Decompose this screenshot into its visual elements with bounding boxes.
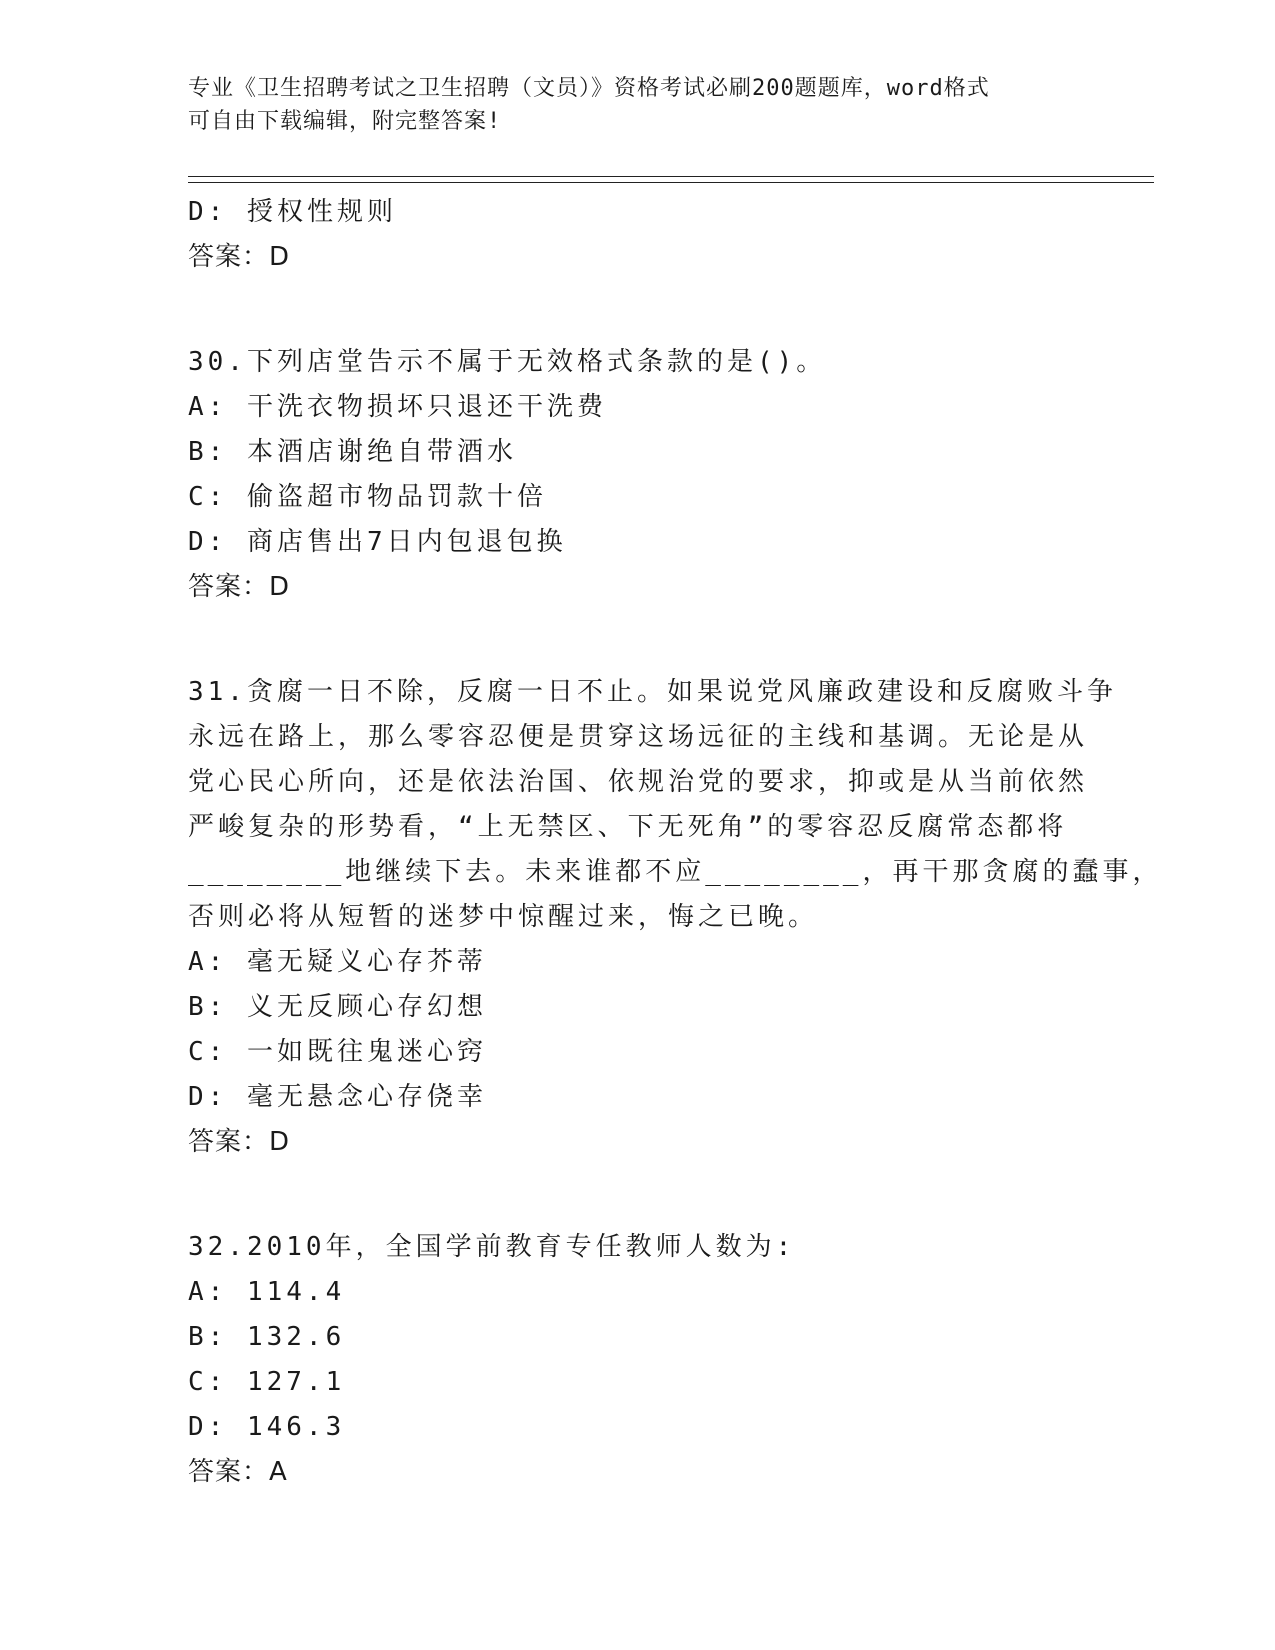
document-header [188,72,1088,138]
option-a: A: 114.4 [188,1277,346,1307]
option-c: C: 一如既往鬼迷心窍 [188,1037,487,1067]
option-b: B: 义无反顾心存幻想 [188,992,487,1022]
question-stem-line: 党心民心所向，还是依法治国、依规治党的要求，抑或是从当前依然 [188,767,1089,797]
question-stem-line: 永远在路上，那么零容忍便是贯穿这场远征的主线和基调。无论是从 [188,722,1089,752]
answer-line: 答案：D [188,1127,291,1157]
header-line-2: 可自由下载编辑，附完整答案! [188,109,502,134]
header-divider-bottom [188,182,1154,183]
question-stem: 30.下列店堂告示不属于无效格式条款的是()。 [188,347,827,377]
option-a: A: 干洗衣物损坏只退还干洗费 [188,392,607,422]
question-list [188,190,1163,1495]
option-d: D: 毫无悬念心存侥幸 [188,1082,487,1112]
question-30 [188,340,1088,610]
question-stem-line: 否则必将从短暂的迷梦中惊醒过来，悔之已晚。 [188,902,819,932]
option-b: B: 132.6 [188,1322,346,1352]
header-line-1: 专业《卫生招聘考试之卫生招聘（文员）》资格考试必刷200题题库，word格式 [188,76,990,101]
question-29-fragment [188,190,1088,280]
question-31 [188,670,1163,1165]
option-c: C: 偷盗超市物品罚款十倍 [188,482,547,512]
option-a: A: 毫无疑义心存芥蒂 [188,947,487,977]
answer-line: 答案：A [188,1457,288,1487]
question-32 [188,1225,1088,1495]
question-stem-line: ________地继续下去。未来谁都不应________，再干那贪腐的蠢事， [188,857,1163,887]
option-d: D: 授权性规则 [188,197,397,227]
question-stem-line: 31.贪腐一日不除，反腐一日不止。如果说党风廉政建设和反腐败斗争 [188,677,1117,707]
option-d: D: 商店售出7日内包退包换 [188,527,567,557]
option-b: B: 本酒店谢绝自带酒水 [188,437,517,467]
question-stem-line: 严峻复杂的形势看，“上无禁区、下无死角”的零容忍反腐常态都将 [188,812,1068,842]
question-stem: 32.2010年，全国学前教育专任教师人数为: [188,1232,796,1262]
option-d: D: 146.3 [188,1412,346,1442]
header-divider-top [188,176,1154,177]
answer-line: 答案：D [188,572,291,602]
option-c: C: 127.1 [188,1367,346,1397]
answer-line: 答案：D [188,242,291,272]
